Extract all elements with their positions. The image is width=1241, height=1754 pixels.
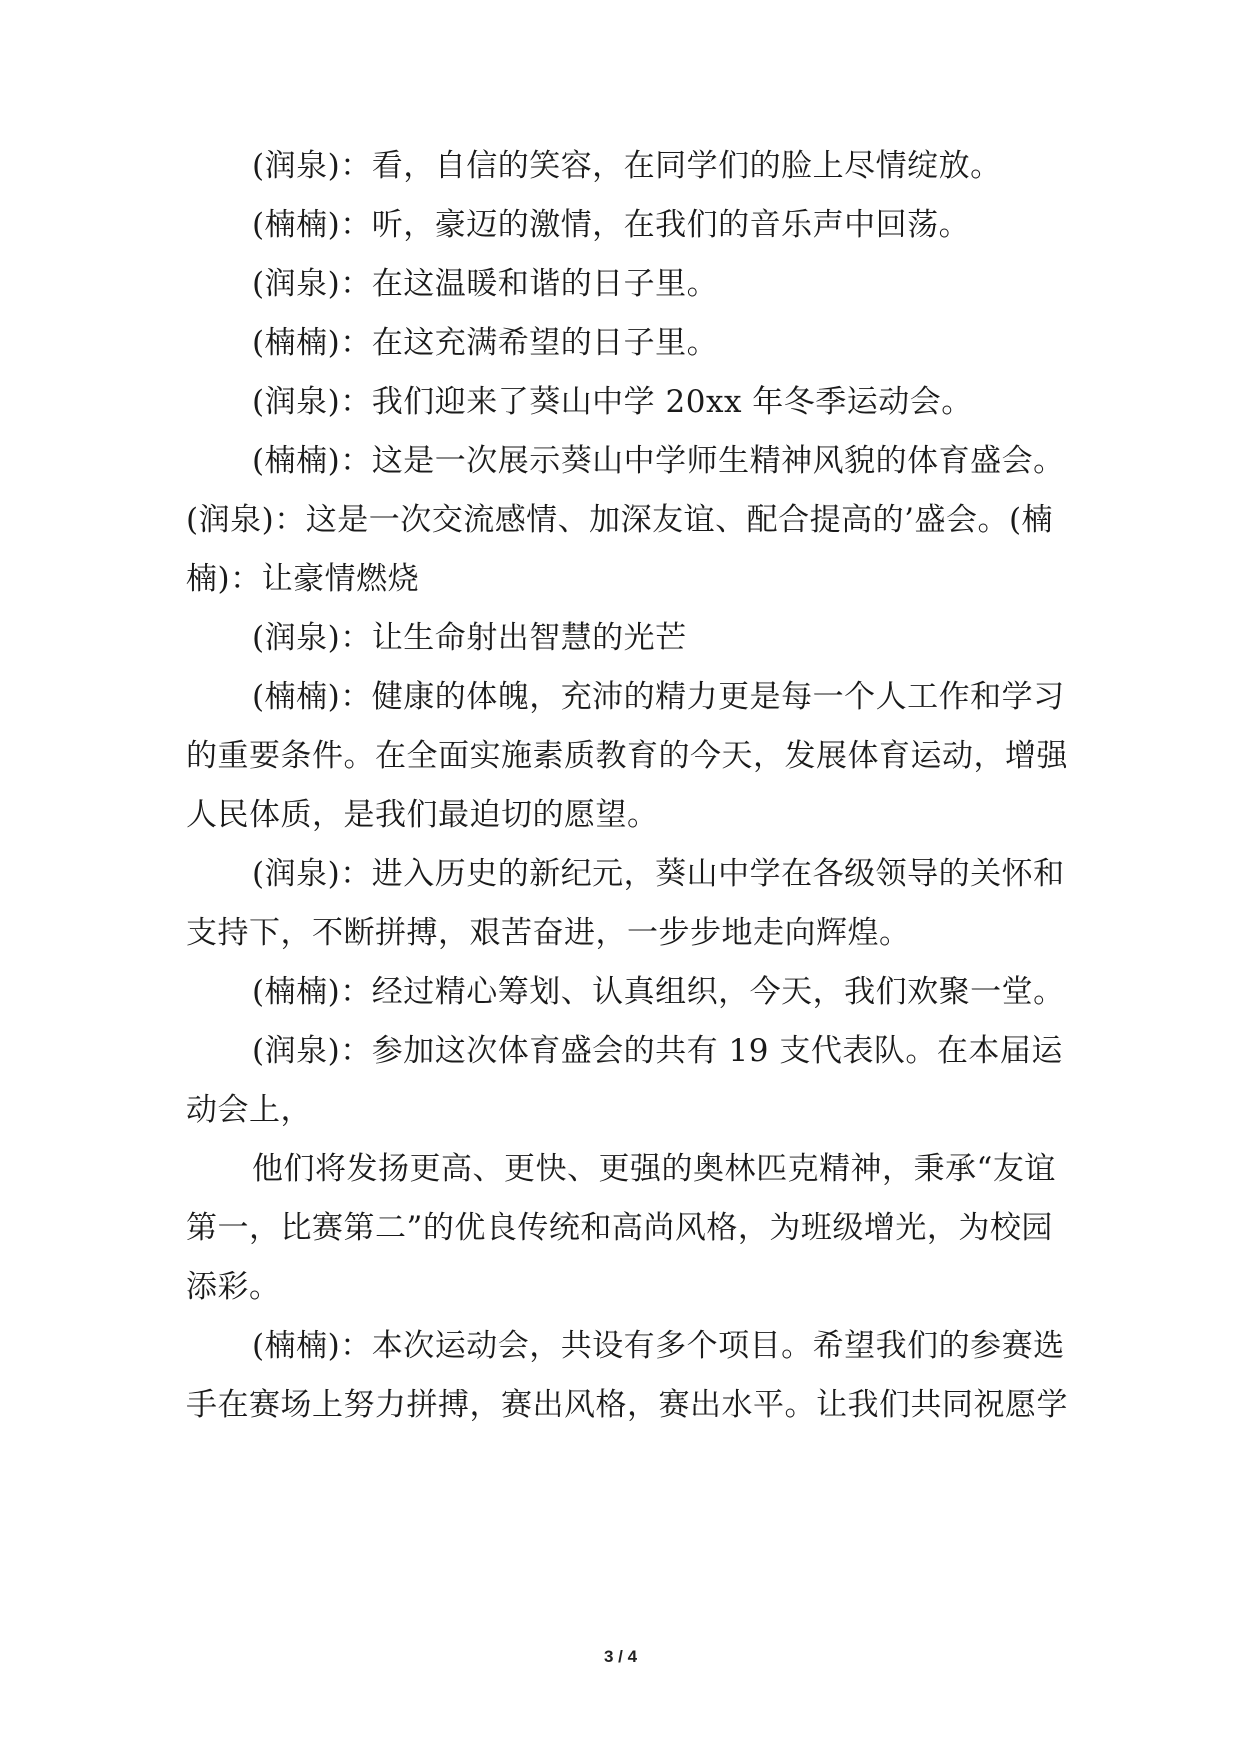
page-number: 3 / 4 — [603, 1647, 638, 1666]
text-line: (润泉)：看，自信的笑容，在同学们的脸上尽情绽放。 — [252, 148, 1002, 184]
text-line: (润泉)：让生命射出智慧的光芒 — [252, 620, 687, 656]
text-line: (楠楠)：健康的体魄，充沛的精力更是每一个人工作和学习 — [252, 679, 1065, 715]
text-line: (润泉)：这是一次交流感情、加深友谊、配合提高的’盛会。(楠 — [186, 502, 1054, 538]
text-line: 手在赛场上努力拼搏，赛出风格，赛出水平。让我们共同祝愿学 — [186, 1387, 1068, 1423]
text-line: 他们将发扬更高、更快、更强的奥林匹克精神，秉承“友谊 — [252, 1151, 1056, 1187]
text-line: (楠楠)：在这充满希望的日子里。 — [252, 325, 719, 361]
text-line: (润泉)：我们迎来了葵山中学 20xx 年冬季运动会。 — [252, 384, 973, 420]
text-line: 第一，比赛第二”的优良传统和高尚风格，为班级增光，为校园 — [186, 1210, 1053, 1246]
text-line: (润泉)：在这温暖和谐的日子里。 — [252, 266, 719, 302]
text-line: 支持下，不断拼搏，艰苦奋进，一步步地走向辉煌。 — [186, 915, 911, 951]
text-line: (楠楠)：经过精心筹划、认真组织，今天，我们欢聚一堂。 — [252, 974, 1065, 1010]
text-line: (润泉)：进入历史的新纪元，葵山中学在各级领导的关怀和 — [252, 856, 1065, 892]
text-line: (楠楠)：本次运动会，共设有多个项目。希望我们的参赛选 — [252, 1328, 1065, 1364]
text-line: 动会上， — [186, 1092, 312, 1128]
text-line: 人民体质，是我们最迫切的愿望。 — [186, 797, 659, 833]
text-line: 楠)：让豪情燃烧 — [186, 561, 420, 597]
text-line: (润泉)：参加这次体育盛会的共有 19 支代表队。在本届运 — [252, 1033, 1063, 1069]
text-line: (楠楠)：听，豪迈的激情，在我们的音乐声中回荡。 — [252, 207, 971, 243]
text-line: 的重要条件。在全面实施素质教育的今天，发展体育运动，增强 — [186, 738, 1068, 774]
text-line: (楠楠)：这是一次展示葵山中学师生精神风貌的体育盛会。 — [252, 443, 1065, 479]
text-line: 添彩。 — [186, 1269, 281, 1305]
